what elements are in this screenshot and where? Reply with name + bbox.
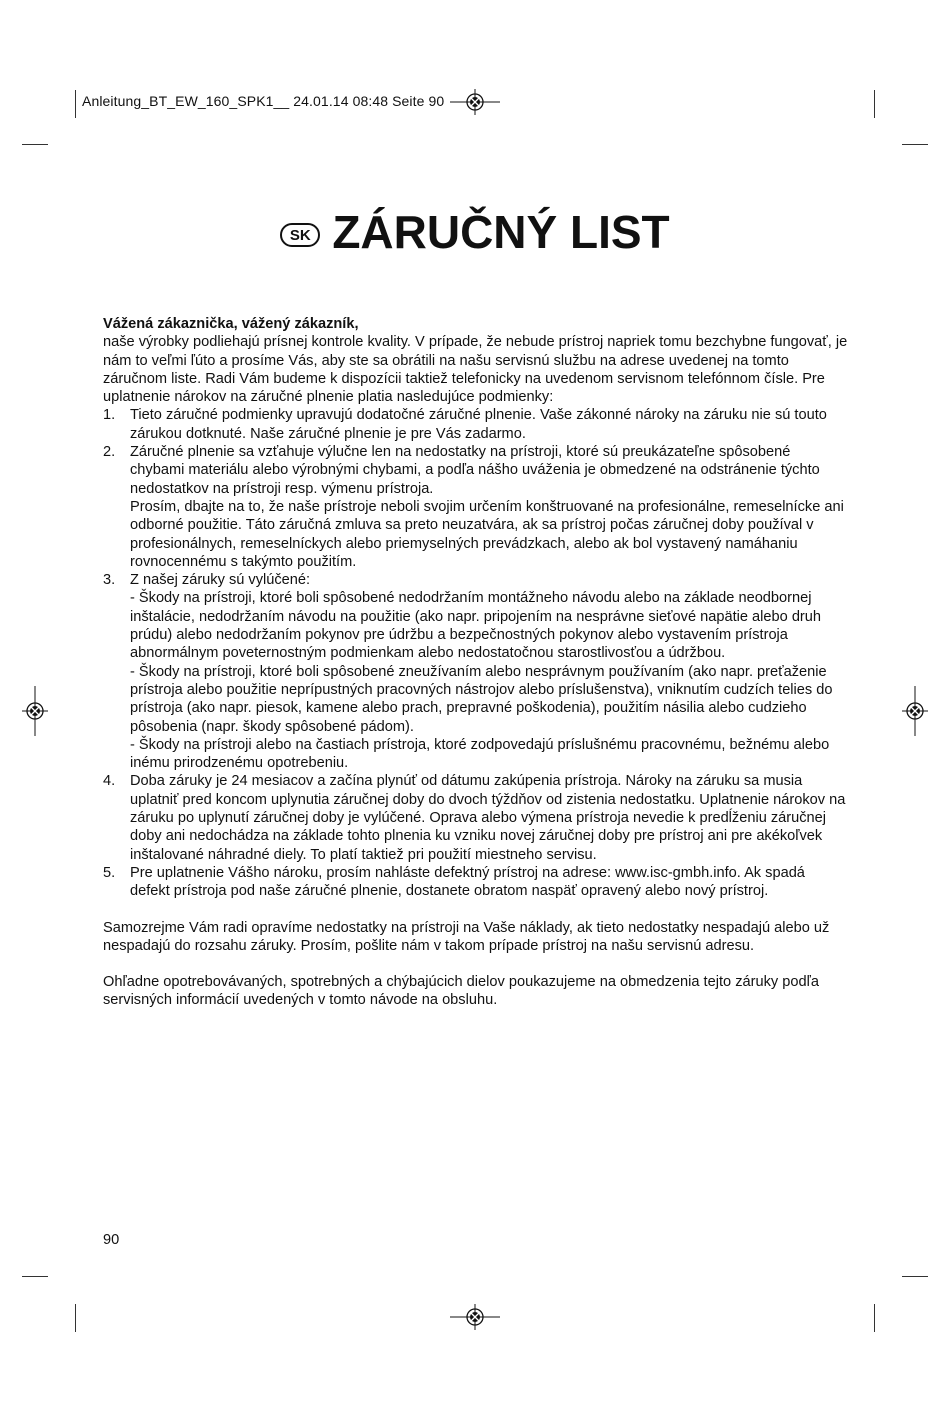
exclusion-text: - Škody na prístroji alebo na častiach prístroja, ktoré zodpovedajú príslušnému pracovnému, bežnému alebo inému prirodzenému opotrebeniu. xyxy=(130,736,830,772)
condition-number: 2. xyxy=(103,444,116,461)
page-title xyxy=(0,205,950,259)
exclusion-text: - Škody na prístroji, ktoré boli spôsobené zneužívaním alebo nesprávnym používaním (ako napr. preťaženie prístroja alebo použitie neprípustných pracovných nástrojov alebo príslušenstva), vniknutím cudzích telies do prístroja (ako napr. piesok, kamene alebo prach, prepravné poškodenia), použitím násilia alebo cudzieho pôsobenia (napr. škody spôsobené pádom). xyxy=(130,663,833,735)
page-number: 90 xyxy=(103,1232,120,1248)
registration-mark-right-icon xyxy=(890,686,940,736)
registration-mark-bottom-icon xyxy=(450,1292,500,1342)
condition-number: 1. xyxy=(103,407,116,424)
crop-mark-bottom-left-v xyxy=(75,1304,76,1332)
intro-paragraph: naše výrobky podliehajú prísnej kontrole kvality. V prípade, že nebude prístroj napriek tomu bezchybne fungovať, je nám to veľmi ľúto a prosíme Vás, aby ste sa obrátili na našu servisnú službu na adrese uvedenej na tomto záručnom liste. Radi Vám budeme k dispozícii taktiež telefonicky na uvedenom servisnom telefónnom čísle. Pre uplatnenie nárokov na záručné plnenie platia nasledujúce podmienky: xyxy=(103,334,848,406)
registration-mark-left-icon xyxy=(10,686,60,736)
condition-item xyxy=(103,406,848,443)
closing-paragraph: Ohľadne opotrebovávaných, spotrebných a chýbajúcich dielov poukazujeme na obmedzenia tejto záruky podľa servisných informácií uvedených v tomto návode na obsluhu. xyxy=(103,974,819,1009)
document-body xyxy=(103,315,848,1010)
exclusion-text: - Škody na prístroji, ktoré boli spôsobené nedodržaním montážneho návodu alebo na základe neodbornej inštalácie, nedodržaním návodu na použitie (ako napr. pripojením na nesprávne sieťové napätie alebo druh prúdu) alebo nedodržaním pokynov pre údržbu a bezpečnostných pokynov alebo vystavením prístroja abnormálnym poveternostným podmienkam alebo nedostatočnou starostlivosťou a údržbou. xyxy=(130,590,822,662)
condition-text: Z našej záruky sú vylúčené: xyxy=(130,572,311,589)
closing-paragraph: Samozrejme Vám radi opravíme nedostatky na prístroji na Vaše náklady, ak tieto nedostatky nespadajú alebo už nespadajú do rozsahu záruky. Prosím, pošlite nám v takom prípade prístroj na našu servisnú adresu. xyxy=(103,919,830,954)
title-text: ZÁRUČNÝ LIST xyxy=(332,206,670,258)
condition-text: Záručné plnenie sa vzťahuje výlučne len na nedostatky na prístroji, ktoré sú preukázateľne spôsobené chybami materiálu alebo výrobnými chybami, a podľa nášho uváženia je obmedzené na odstránenie týchto nedostatkov na prístroji resp. výmenu prístroja. xyxy=(130,444,820,497)
crop-mark-top-left-h xyxy=(22,144,48,145)
conditions-list xyxy=(103,406,848,900)
language-badge: SK xyxy=(280,223,320,247)
condition-item xyxy=(103,443,848,571)
condition-number: 5. xyxy=(103,864,116,881)
crop-mark-top-right-h xyxy=(902,144,928,145)
crop-mark-bottom-left-h xyxy=(22,1276,48,1277)
condition-text: Prosím, dbajte na to, že naše prístroje neboli svojim určením konštruované na profesionálne, remeselnícke ani odborné použitie. Táto záručná zmluva sa preto neuzatvára, ak sa prístroj počas záručnej doby používal v profesionálnych, remeselníckych alebo priemyselných prevádzkach, alebo ak bol vystavený namáhaniu rovnocennému s takýmto použitím. xyxy=(130,498,844,570)
salutation: Vážená zákaznička, vážený zákazník, xyxy=(103,316,359,332)
condition-text: Doba záruky je 24 mesiacov a začína plynúť od dátumu zakúpenia prístroja. Nároky na záruku sa musia uplatniť pred koncom uplynutia záručnej doby do dvoch týždňov od zistenia nedostatku. Uplatnenie nárokov na záruku po uplynutí záručnej doby je vylúčené. Oprava alebo výmena prístroja nevedie k predĺženiu záručnej doby ani nedochádza na základe tohto plnenia ku vzniku novej záručnej doby pre prístroj ani pre akékoľvek inštalované náhradné diely. To platí taktiež pri použití miestneho servisu. xyxy=(130,773,846,863)
crop-mark-bottom-right-v xyxy=(874,1304,875,1332)
condition-text: Tieto záručné podmienky upravujú dodatočné záručné plnenie. Vaše zákonné nároky na záruku nie sú touto zárukou dotknuté. Naše záručné plnenie je pre Vás zadarmo. xyxy=(130,407,827,442)
registration-mark-top-icon xyxy=(450,77,500,127)
condition-text: Pre uplatnenie Vášho nároku, prosím nahláste defektný prístroj na adrese: www.isc-gmbh.info. Ak spadá defekt prístroja pod naše záručné plnenie, dostanete obratom naspäť opravený alebo nový prístroj. xyxy=(130,864,805,900)
crop-mark-top-right-v xyxy=(874,90,875,118)
condition-item xyxy=(103,864,848,901)
condition-number: 4. xyxy=(103,773,116,790)
condition-number: 3. xyxy=(103,572,116,589)
condition-item xyxy=(103,772,848,863)
crop-mark-bottom-right-h xyxy=(902,1276,928,1277)
condition-item xyxy=(103,571,848,772)
print-slug: Anleitung_BT_EW_160_SPK1__ 24.01.14 08:48 Seite 90 xyxy=(82,93,445,109)
crop-mark-top-left-v xyxy=(75,90,76,118)
